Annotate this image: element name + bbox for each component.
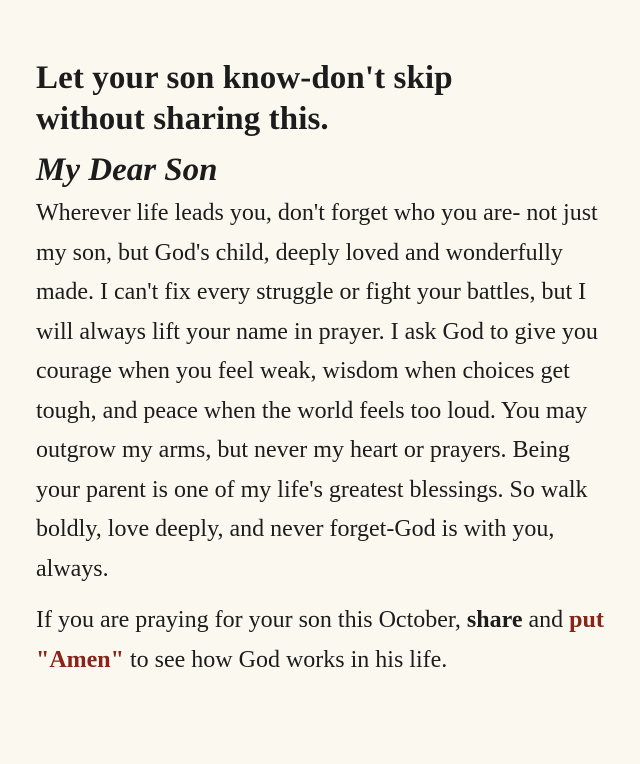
cta-amen: put "Amen"	[36, 607, 604, 673]
letter-title: My Dear Son	[36, 152, 218, 188]
cta-lead: If you are praying for your son this October,	[36, 607, 461, 633]
headline-line-1: Let your son know-don't skip	[36, 60, 453, 96]
cta-share: share	[466, 607, 523, 633]
cta-and: and	[528, 607, 564, 633]
letter-body: Wherever life leads you, don't forget who you are- not just my son, but God's child, deeply loved and wonderfully made. I can't fix every struggle or fight your battles, but I will always lift your name in prayer. I ask God to give you courage when you feel weak, wisdom when choices get tough, and peace when the world feels too loud. You may outgrow my arms, but never my heart or prayers. Being your parent is one of my life's greatest blessings. So walk boldly, love deeply, and never forget-God is with you, always.	[36, 200, 598, 582]
call-to-action	[36, 601, 614, 680]
cta-tail: to see how God works in his life.	[129, 646, 448, 673]
headline-line-2: without sharing this.	[36, 101, 329, 137]
headline	[36, 58, 614, 140]
